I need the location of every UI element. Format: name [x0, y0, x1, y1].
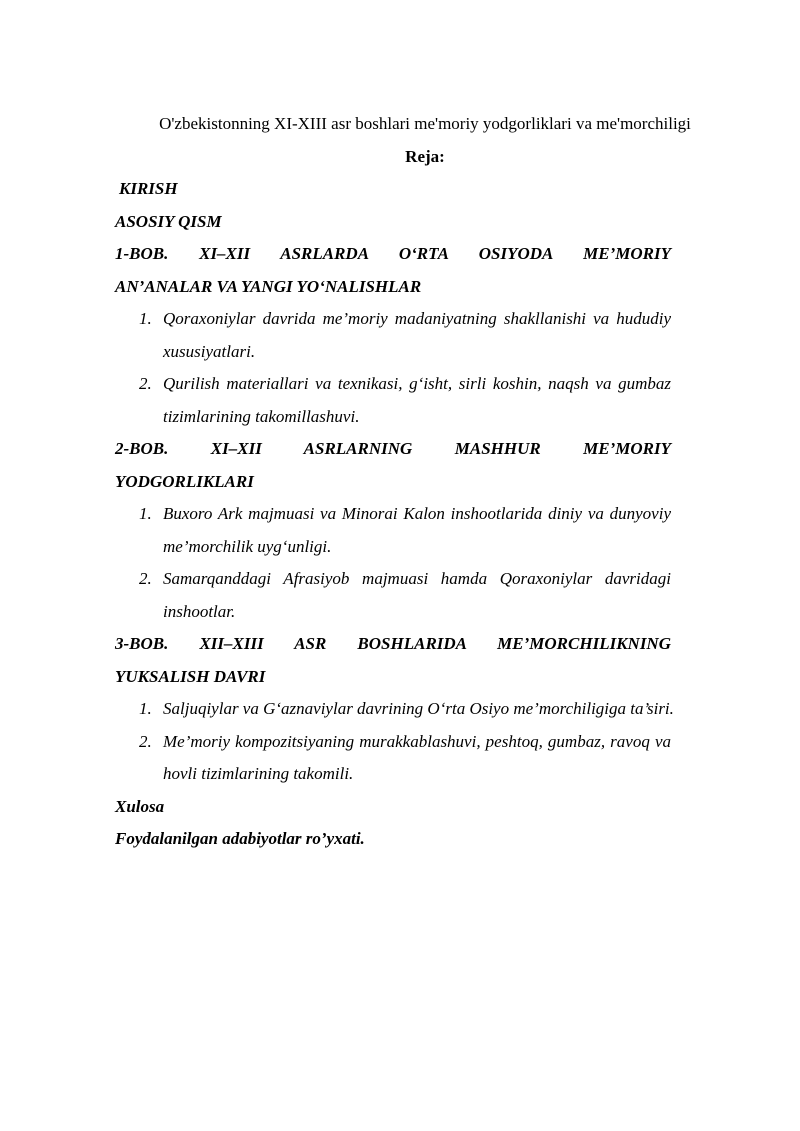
list-item — [115, 693, 677, 726]
list-number: 2. — [139, 569, 152, 588]
chapter-3-line2: YUKSALISH DAVRI — [115, 666, 266, 686]
chapter-3-items — [115, 693, 674, 791]
list-number: 1. — [139, 504, 152, 523]
list-item — [115, 303, 671, 368]
list-item — [115, 563, 671, 628]
chapter-1-line1: 1-BOB. XI–XII ASRLARDA O‘RTA OSIYODA ME’MORIY — [115, 244, 671, 263]
intro-heading: KIRISH — [119, 179, 178, 198]
chapter-2-items — [115, 498, 671, 628]
list-item-text: Qurilish materiallari va texnikasi, g‘isht, sirli koshin, naqsh va gumbaz tizimlarining takomillashuvi. — [163, 374, 671, 426]
list-number: 1. — [139, 699, 152, 718]
chapter-3-line1: 3-BOB. XII–XIII ASR BOSHLARIDA ME’MORCHILIKNING — [115, 634, 671, 653]
list-number: 1. — [139, 309, 152, 328]
chapter-2-line1: 2-BOB. XI–XII ASRLARNING MASHHUR ME’MORIY — [115, 439, 671, 458]
conclusion-heading: Xulosa — [115, 796, 165, 816]
list-item-text: Qoraxoniylar davrida me’moriy madaniyatning shakllanishi va hududiy xususiyatlari. — [163, 309, 671, 361]
list-item-text: Buxoro Ark majmuasi va Minorai Kalon inshootlarida diniy va dunyoviy me’morchilik uyg‘unligi. — [163, 504, 671, 556]
references-heading: Foydalanilgan adabiyotlar ro’yxati. — [115, 829, 365, 848]
list-item-text: Samarqanddagi Afrasiyob majmuasi hamda Qoraxoniylar davridagi inshootlar. — [163, 569, 671, 621]
document-title: O'zbekistonning XI-XIII asr boshlari me'moriy yodgorliklari va me'morchiligi — [159, 114, 691, 133]
list-item — [115, 368, 671, 433]
chapter-1-items — [115, 303, 671, 433]
main-part-heading: ASOSIY QISM — [115, 211, 222, 231]
list-number: 2. — [139, 731, 152, 751]
document-page — [115, 108, 691, 856]
list-number: 2. — [139, 374, 152, 393]
chapter-3-heading — [115, 628, 671, 693]
list-item — [115, 498, 671, 563]
chapter-1-line2: AN’ANALAR VA YANGI YO‘NALISHLAR — [115, 276, 422, 296]
list-item-text: Me’moriy kompozitsiyaning murakkablashuvi, peshtoq, gumbaz, ravoq va hovli tizimlarining takomili. — [163, 731, 671, 783]
chapter-2-line2: YODGORLIKLARI — [115, 471, 254, 491]
plan-label: Reja: — [405, 146, 445, 166]
chapter-1-heading — [115, 238, 671, 303]
list-item-text: Saljuqiylar va G‘aznaviylar davrining O‘rta Osiyo me’morchiligiga ta’siri. — [163, 699, 674, 718]
chapter-2-heading — [115, 433, 671, 498]
list-item — [115, 726, 671, 791]
